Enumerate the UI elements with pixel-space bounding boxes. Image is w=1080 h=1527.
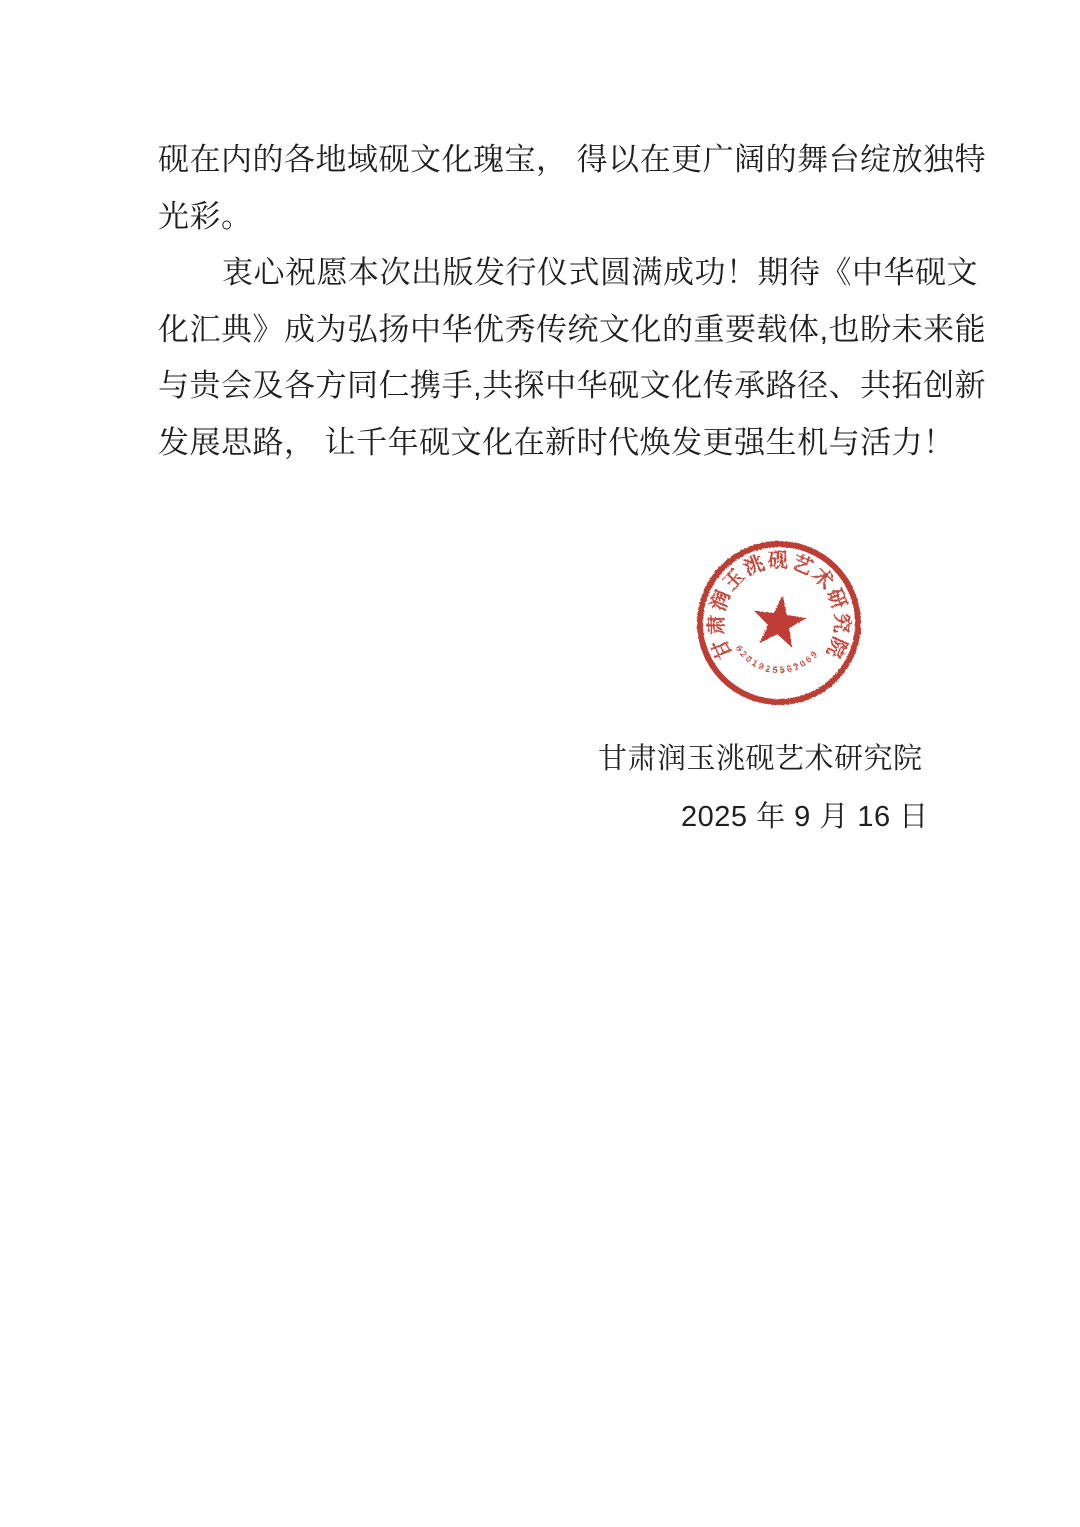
official-seal [684,528,874,718]
letter-line: 砚在内的各地域砚文化瑰宝， 得以在更广阔的舞台绽放独特 [158,142,987,177]
date-line: 2025 年 9 月 16 日 [681,801,929,833]
star-icon [749,592,809,650]
letter-line: 与贵会及各方同仁携手,共探中华砚文化传承路径、共拓创新 [158,368,987,403]
letter-line: 化汇典》成为弘扬中华优秀传统文化的重要载体,也盼未来能 [158,311,987,347]
seal-serial-number: 6201925562069 [733,643,821,676]
letter-body [158,132,987,471]
letter-line: 衷心祝愿本次出版发行仪式圆满成功！期待《中华砚文 [222,255,978,290]
seal-arc-text: 甘肃润玉洮砚艺术研究院 [705,549,853,663]
letter-line: 发展思路， 让千年砚文化在新时代焕发更强生机与活力！ [158,424,955,460]
svg-text:6201925562069 [734,643,821,675]
letter-line: 光彩。 [158,198,253,234]
signature-line: 甘肃润玉洮砚艺术研究院 [598,743,923,775]
